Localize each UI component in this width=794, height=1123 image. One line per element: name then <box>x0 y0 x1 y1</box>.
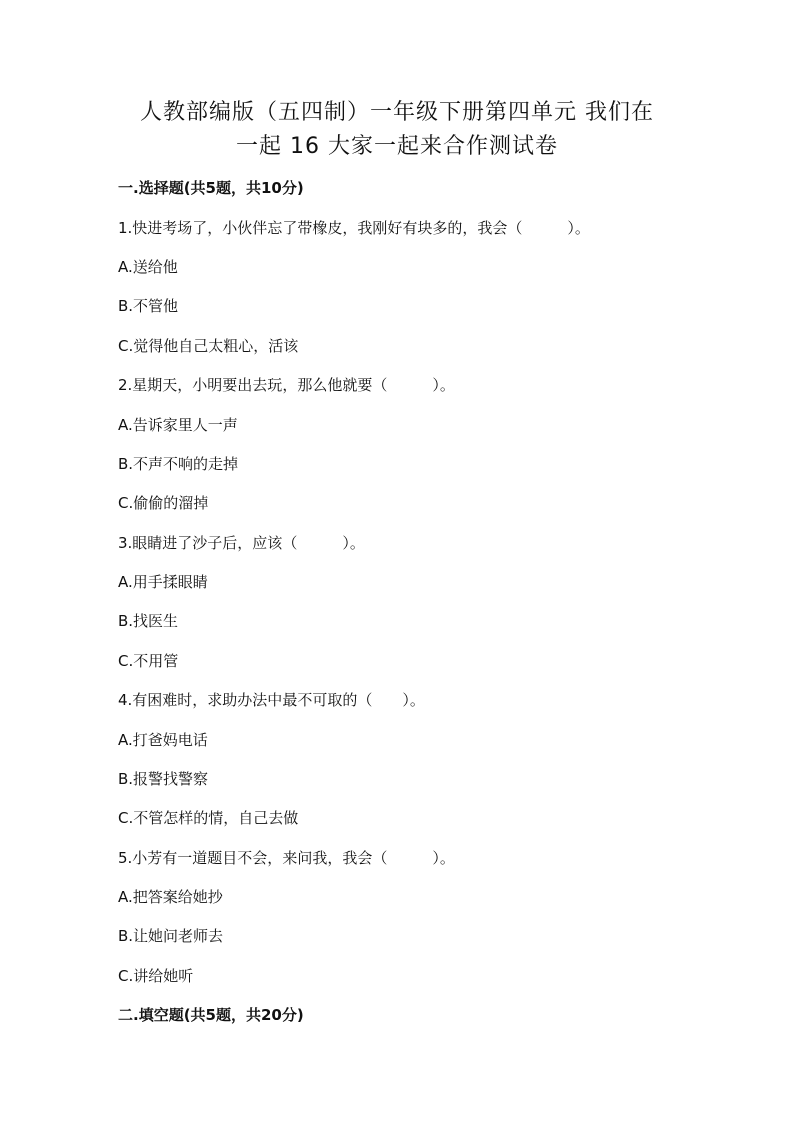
question-2-option-a: A.告诉家里人一声 <box>118 416 238 434</box>
question-2-option-c: C.偷偷的溜掉 <box>118 494 209 512</box>
question-1-stem: 1.快进考场了，小伙伴忘了带橡皮，我刚好有块多的，我会（ ）。 <box>118 219 590 237</box>
question-1-option-a: A.送给他 <box>118 258 178 276</box>
question-1-option-c: C.觉得他自己太粗心，活该 <box>118 337 299 355</box>
question-3-option-a: A.用手揉眼睛 <box>118 573 208 591</box>
question-3-option-b: B.找医生 <box>118 612 179 630</box>
question-4-stem: 4.有困难时，求助办法中最不可取的（ ）。 <box>118 691 425 709</box>
question-3-stem: 3.眼睛进了沙子后，应该（ ）。 <box>118 534 365 552</box>
title-line-2: 一起 16 大家一起来合作测试卷 <box>236 134 558 159</box>
question-5-option-c: C.讲给她听 <box>118 967 194 985</box>
question-2-stem: 2.星期天，小明要出去玩，那么他就要（ ）。 <box>118 376 455 394</box>
question-4-option-c: C.不管怎样的情，自己去做 <box>118 809 299 827</box>
question-1-option-b: B.不管他 <box>118 297 179 315</box>
section-heading-choice: 一.选择题(共5题，共10分) <box>118 179 304 197</box>
question-2-option-b: B.不声不响的走掉 <box>118 455 239 473</box>
question-3-option-c: C.不用管 <box>118 652 179 670</box>
question-5-stem: 5.小芳有一道题目不会，来问我，我会（ ）。 <box>118 849 455 867</box>
question-5-option-b: B.让她问老师去 <box>118 927 224 945</box>
section-heading-fill-in: 二.填空题(共5题，共20分) <box>118 1006 304 1024</box>
question-5-option-a: A.把答案给她抄 <box>118 888 223 906</box>
exam-title <box>100 96 694 164</box>
question-4-option-a: A.打爸妈电话 <box>118 731 208 749</box>
title-line-1: 人教部编版（五四制）一年级下册第四单元 我们在 <box>140 100 654 125</box>
question-4-option-b: B.报警找警察 <box>118 770 209 788</box>
